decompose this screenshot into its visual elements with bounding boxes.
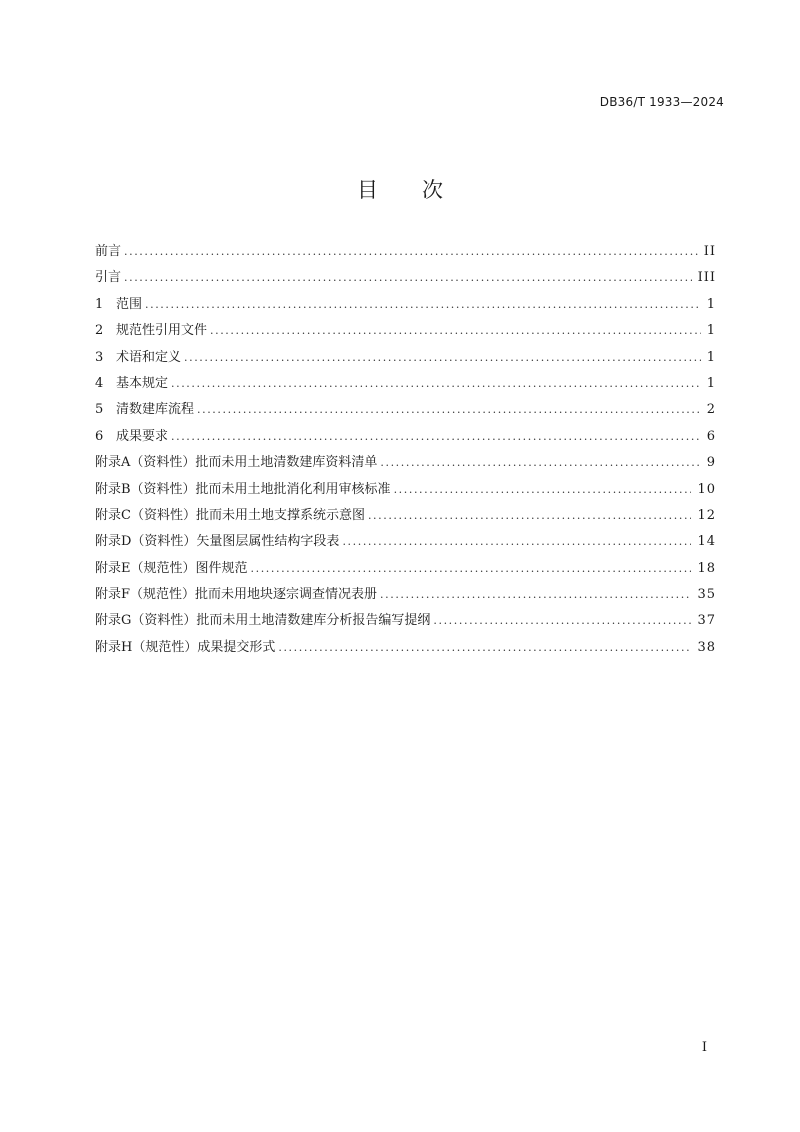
toc-entry-text: 引言	[95, 270, 122, 286]
toc-entry[interactable]	[95, 529, 716, 555]
toc-entry-page: 35	[697, 587, 716, 603]
toc-entry-page: 1	[706, 323, 716, 339]
toc-entry-text: 附录C（资料性）批而未用土地支撑系统示意图	[95, 507, 365, 523]
toc-entry-label	[95, 503, 365, 529]
toc-leader-dots	[251, 556, 692, 582]
toc-entry-text: 范围	[116, 296, 143, 312]
toc-entry-label	[95, 345, 181, 371]
toc-leader-dots	[433, 608, 691, 634]
toc-entry-page: 14	[697, 534, 716, 550]
toc-leader-dots	[197, 397, 701, 423]
toc-leader-dots	[380, 582, 691, 608]
toc-entry-page: 1	[706, 296, 716, 312]
toc-entry-number: 5	[95, 402, 104, 418]
toc-entry-page: 2	[706, 402, 716, 418]
toc-leader-dots	[380, 450, 700, 476]
toc-entry-number: 3	[95, 349, 104, 365]
toc-entry-label	[95, 608, 430, 634]
toc-entry-number: 2	[95, 323, 104, 339]
toc-entry-label	[95, 635, 275, 661]
toc-entry-page: 6	[706, 428, 716, 444]
toc-entry-text: 前言	[95, 244, 122, 259]
toc-entry-label	[95, 397, 194, 423]
toc-leader-dots	[171, 371, 701, 397]
toc-entry[interactable]	[95, 608, 716, 634]
toc-leader-dots	[124, 239, 698, 265]
toc-entry-page: 37	[697, 613, 716, 629]
toc-entry-label	[95, 529, 339, 555]
toc-leader-dots	[394, 477, 692, 503]
toc-entry[interactable]	[95, 292, 716, 318]
toc-entry-label	[95, 318, 207, 344]
toc-entry-text: 成果要求	[116, 428, 169, 444]
toc-entry-page: II	[703, 244, 716, 259]
toc-entry-page: III	[697, 270, 716, 286]
toc-entry-label	[95, 292, 142, 318]
toc-entry-text: 规范性引用文件	[116, 323, 208, 339]
toc-entry-label	[95, 556, 248, 582]
toc-entry-page: 10	[697, 481, 716, 497]
toc-entry-text: 附录H（规范性）成果提交形式	[95, 639, 276, 655]
toc-entry-label	[95, 450, 377, 476]
toc-entry[interactable]	[95, 424, 716, 450]
toc-entry-number: 1	[95, 296, 104, 312]
page-number: I	[701, 1040, 707, 1055]
toc-title: 目次	[357, 178, 487, 202]
toc-entry-page: 18	[697, 560, 716, 576]
toc-entry[interactable]	[95, 265, 716, 291]
toc-entry-page: 12	[697, 507, 716, 523]
toc-leader-dots	[124, 265, 692, 291]
toc-entry[interactable]	[95, 477, 716, 503]
toc-leader-dots	[278, 635, 691, 661]
toc-entry-page: 1	[706, 349, 716, 365]
toc-entry-label	[95, 477, 391, 503]
toc-entry-number: 6	[95, 428, 104, 444]
toc-entry[interactable]	[95, 318, 716, 344]
toc-leader-dots	[171, 424, 701, 450]
toc-leader-dots	[210, 318, 701, 344]
toc-entry-label	[95, 239, 121, 265]
document-code: DB36/T 1933—2024	[599, 95, 724, 109]
table-of-contents	[95, 239, 716, 661]
toc-entry[interactable]	[95, 397, 716, 423]
toc-entry-page: 9	[706, 455, 716, 471]
toc-entry-label	[95, 265, 121, 291]
toc-entry[interactable]	[95, 239, 716, 265]
toc-entry-text: 附录D（资料性）矢量图层属性结构字段表	[95, 534, 340, 550]
toc-entry-text: 附录A（资料性）批而未用土地清数建库资料清单	[95, 455, 378, 471]
toc-entry-text: 清数建库流程	[116, 402, 195, 418]
toc-entry-text: 附录G（资料性）批而未用土地清数建库分析报告编写提纲	[95, 613, 431, 629]
toc-entry-text: 基本规定	[116, 375, 169, 391]
toc-leader-dots	[184, 345, 701, 371]
toc-entry[interactable]	[95, 371, 716, 397]
toc-entry-label	[95, 424, 168, 450]
toc-leader-dots	[342, 529, 691, 555]
toc-entry-text: 附录B（资料性）批而未用土地批消化利用审核标准	[95, 481, 391, 497]
toc-entry[interactable]	[95, 345, 716, 371]
toc-leader-dots	[368, 503, 692, 529]
toc-entry-text: 附录E（规范性）图件规范	[95, 560, 248, 576]
toc-entry-label	[95, 582, 377, 608]
toc-entry-label	[95, 371, 168, 397]
toc-entry-text: 术语和定义	[116, 349, 182, 365]
toc-entry[interactable]	[95, 582, 716, 608]
toc-entry[interactable]	[95, 556, 716, 582]
toc-entry-text: 附录F（规范性）批而未用地块逐宗调查情况表册	[95, 587, 378, 603]
toc-entry[interactable]	[95, 635, 716, 661]
toc-entry-page: 1	[706, 375, 716, 391]
toc-entry[interactable]	[95, 450, 716, 476]
toc-leader-dots	[145, 292, 701, 318]
toc-entry[interactable]	[95, 503, 716, 529]
toc-entry-page: 38	[697, 639, 716, 655]
toc-entry-number: 4	[95, 375, 104, 391]
